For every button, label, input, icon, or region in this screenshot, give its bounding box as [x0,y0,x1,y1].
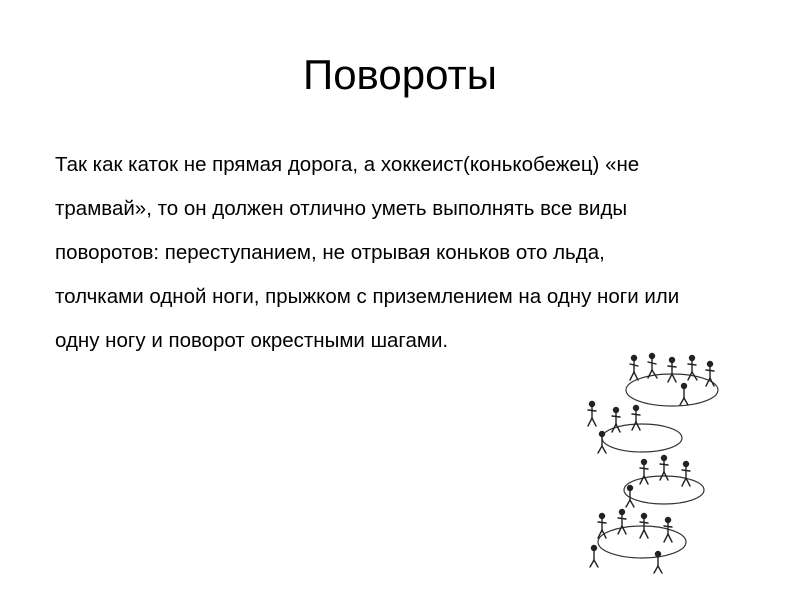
body-paragraph-1: Так как каток не прямая дорога, а хоккеист(конькобежец) «не [55,153,640,176]
body-paragraph-5: одну ногу и поворот окрестными шагами. [55,329,449,352]
slide-body [55,150,755,370]
skaters-turning-figures-icon [572,350,732,590]
body-paragraph-4: толчками одной ноги, прыжком с приземлением на одну ноги или [55,285,680,308]
slide-title: Повороты [303,51,497,98]
body-paragraph-2: трамвай», то он должен отлично уметь выполнять все виды [55,197,628,220]
body-paragraph-3: поворотов: переступанием, не отрывая коньков ото льда, [55,241,605,264]
